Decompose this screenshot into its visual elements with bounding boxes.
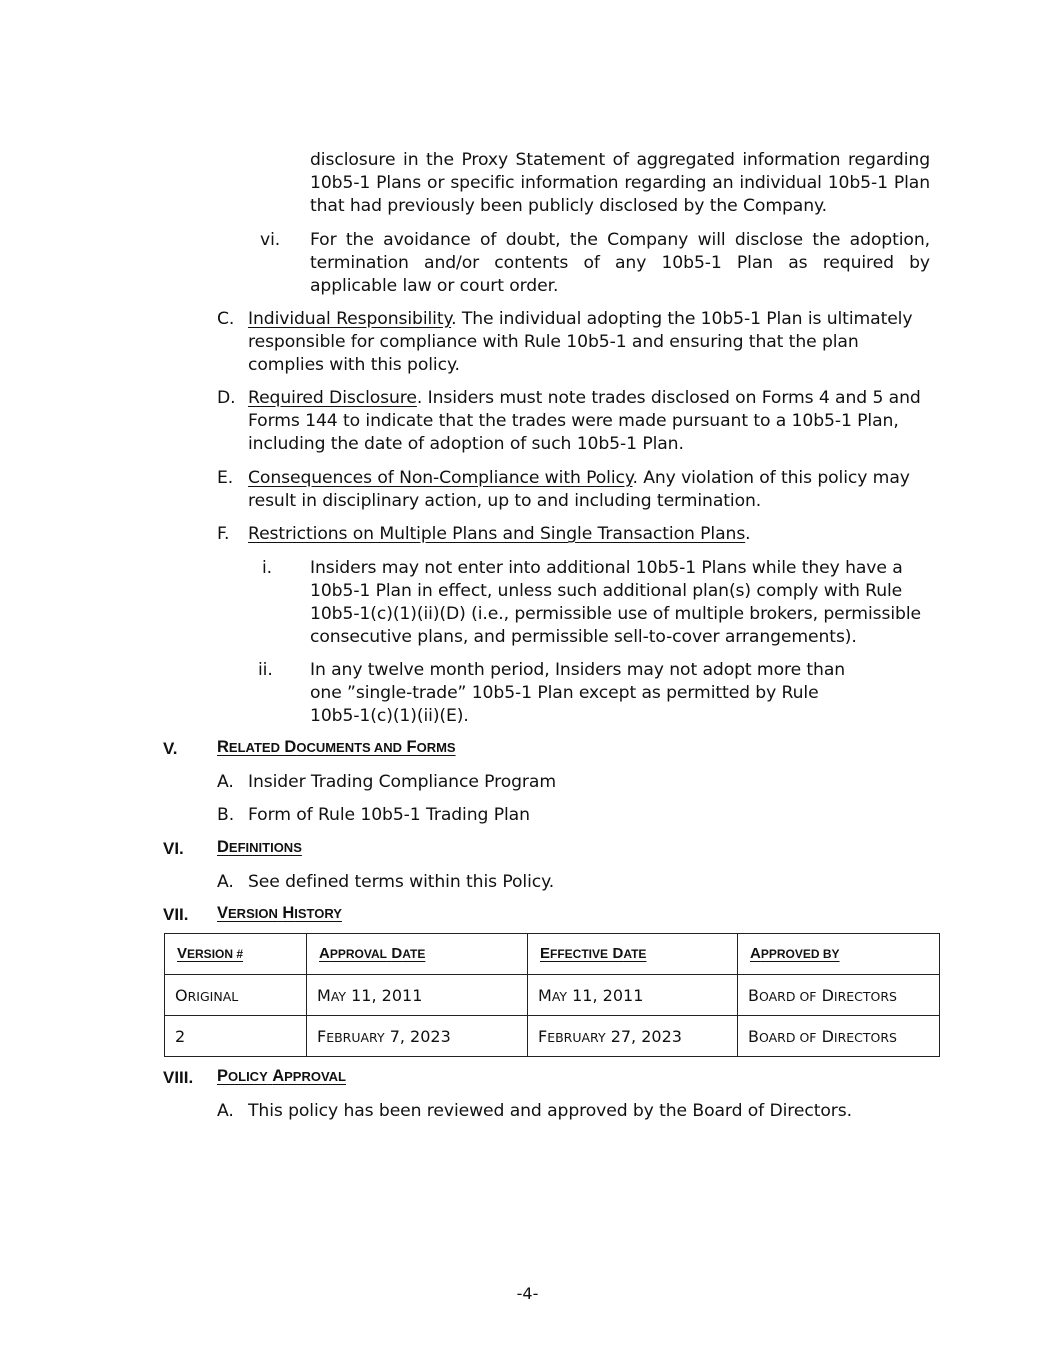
item-f-i-text: Insiders may not enter into additional 10b5-1 Plans while they have a 10b5-1 Plan in effect, unless such additional plan(s) comply with Rule 10b5-1(c)(1)(ii)(D) (i.e., permissible use of multiple brokers, permissible consecutive plans, and permissible sell-to-cover arrangements). bbox=[310, 558, 921, 647]
section-v-title-sm1: ELATED bbox=[228, 740, 280, 755]
continuation-paragraph: disclosure in the Proxy Statement of aggregated information regarding 10b5-1 Plans or specific information regarding an individual 10b5-1 Plan that had previously been publicly disclosed by the Company. bbox=[310, 150, 930, 216]
item-f-heading: Restrictions on Multiple Plans and Single Transaction Plans bbox=[248, 524, 746, 544]
section-viii-item-a-text: This policy has been reviewed and approved by the Board of Directors. bbox=[248, 1101, 852, 1121]
cell-sm: EBRUARY bbox=[326, 1029, 385, 1045]
version-history-table bbox=[164, 933, 940, 1057]
cell-cap: B bbox=[748, 985, 759, 1005]
section-v-title-cap2: D bbox=[284, 738, 297, 756]
cell-cap: F bbox=[317, 1026, 327, 1046]
cell-effective-date bbox=[528, 975, 738, 1016]
cell-approved-by bbox=[738, 975, 940, 1016]
table-row bbox=[165, 975, 940, 1016]
hdr-sm: ATE bbox=[402, 947, 426, 961]
item-c-marker: C. bbox=[217, 309, 235, 329]
section-viii-title-cap1: P bbox=[217, 1067, 229, 1085]
item-f-text: . bbox=[745, 524, 751, 544]
cell-text: 11, 2011 bbox=[572, 985, 644, 1005]
cell-text: 27, 2023 bbox=[610, 1026, 682, 1046]
cell-sm: AY bbox=[551, 988, 568, 1004]
item-f-ii-text: In any twelve month period, Insiders may not adopt more than one ”single-trade” 10b5-1 Plan except as permitted by Rule 10b5-1(c)(1)(ii)(E). bbox=[310, 660, 846, 726]
cell-sm: OARD OF bbox=[758, 1029, 817, 1045]
page-number: -4- bbox=[516, 1284, 539, 1303]
item-f-ii-marker: ii. bbox=[258, 660, 273, 680]
item-d-heading: Required Disclosure bbox=[248, 388, 417, 408]
cell-cap: M bbox=[538, 985, 552, 1005]
section-v-title-cap3: F bbox=[406, 738, 417, 756]
cell-sm: IRECTORS bbox=[833, 988, 897, 1004]
header-approval-date bbox=[307, 934, 528, 975]
section-viii-title-cap2: A bbox=[272, 1067, 285, 1085]
hdr-cap: E bbox=[540, 945, 551, 962]
header-version bbox=[165, 934, 307, 975]
item-f-i-marker: i. bbox=[262, 558, 273, 578]
cell-cap: F bbox=[538, 1026, 548, 1046]
cell-cap: O bbox=[175, 985, 188, 1005]
section-v-item-b-text: Form of Rule 10b5-1 Trading Plan bbox=[248, 805, 530, 825]
section-v-item-a-marker: A. bbox=[217, 772, 234, 792]
section-viii-title-sm1: OLICY bbox=[228, 1069, 268, 1084]
cell-sm: RIGINAL bbox=[187, 988, 239, 1004]
cell-text: 7, 2023 bbox=[389, 1026, 451, 1046]
item-vi-text: For the avoidance of doubt, the Company will disclose the adoption, termination and/or contents of any 10b5-1 Plan as required by applicable law or court order. bbox=[310, 230, 930, 296]
section-viii-item-a-marker: A. bbox=[217, 1101, 234, 1121]
cell-sm: OARD OF bbox=[758, 988, 817, 1004]
section-v-item-a-text: Insider Trading Compliance Program bbox=[248, 772, 556, 792]
cell-effective-date bbox=[528, 1016, 738, 1057]
section-vi-title bbox=[217, 838, 302, 857]
cell-sm: AY bbox=[330, 988, 347, 1004]
item-c-heading: Individual Responsibility bbox=[248, 309, 452, 329]
item-d-marker: D. bbox=[217, 388, 236, 408]
cell-cap: D bbox=[821, 1026, 834, 1046]
section-vii-title-sm1: ERSION bbox=[228, 906, 278, 921]
item-f-marker: F. bbox=[217, 524, 230, 544]
cell-version bbox=[165, 975, 307, 1016]
hdr-sm: ERSION # bbox=[187, 947, 244, 961]
cell-text: 2 bbox=[175, 1026, 186, 1046]
section-vi-number: VI. bbox=[163, 839, 184, 858]
section-v-title bbox=[217, 738, 456, 757]
section-vii-title bbox=[217, 904, 342, 923]
section-v-title-sm2: OCUMENTS AND bbox=[296, 740, 403, 755]
cell-text: 11, 2011 bbox=[351, 985, 423, 1005]
item-c-text: . The individual adopting the 10b5-1 Plan is ultimately responsible for compliance with Rule 10b5-1 and ensuring that the plan complies with this policy. bbox=[248, 309, 913, 375]
cell-sm: EBRUARY bbox=[547, 1029, 606, 1045]
header-approved-by bbox=[738, 934, 940, 975]
section-vii-title-cap1: V bbox=[217, 904, 229, 922]
item-c-paragraph bbox=[248, 308, 928, 377]
item-f-paragraph bbox=[248, 523, 938, 546]
hdr-cap: A bbox=[319, 945, 330, 962]
hdr-sm: PPROVAL bbox=[329, 947, 387, 961]
cell-cap: B bbox=[748, 1026, 759, 1046]
section-viii-title-sm2: PPROVAL bbox=[284, 1069, 347, 1084]
cell-sm: IRECTORS bbox=[833, 1029, 897, 1045]
cell-cap: M bbox=[317, 985, 331, 1005]
item-e-text: . Any violation of this policy may result in disciplinary action, up to and including termination. bbox=[248, 468, 910, 511]
section-v-title-cap1: R bbox=[217, 738, 229, 756]
section-viii-number: VIII. bbox=[163, 1068, 194, 1087]
section-vi-title-sm1: EFINITIONS bbox=[228, 840, 302, 855]
item-d-paragraph bbox=[248, 387, 938, 456]
cell-approval-date bbox=[307, 975, 528, 1016]
hdr-cap: A bbox=[750, 945, 761, 962]
header-effective-date bbox=[528, 934, 738, 975]
section-vi-item-a-text: See defined terms within this Policy. bbox=[248, 872, 555, 892]
item-e-paragraph bbox=[248, 467, 938, 513]
item-e-marker: E. bbox=[217, 468, 234, 488]
table-header-row bbox=[165, 934, 940, 975]
hdr-cap: D bbox=[612, 945, 624, 962]
cell-approved-by bbox=[738, 1016, 940, 1057]
hdr-sm: FFECTIVE bbox=[550, 947, 609, 961]
item-d-text: . Insiders must note trades disclosed on Forms 4 and 5 and Forms 144 to indicate that the trades were made pursuant to a 10b5-1 Plan, including the date of adoption of such 10b5-1 Plan. bbox=[248, 388, 921, 454]
section-vii-title-sm2: ISTORY bbox=[294, 906, 342, 921]
section-v-title-sm3: ORMS bbox=[416, 740, 456, 755]
cell-version bbox=[165, 1016, 307, 1057]
section-vi-item-a-marker: A. bbox=[217, 872, 234, 892]
section-vii-title-cap2: H bbox=[282, 904, 295, 922]
cell-approval-date bbox=[307, 1016, 528, 1057]
hdr-cap: V bbox=[177, 945, 188, 962]
hdr-cap: D bbox=[391, 945, 403, 962]
section-vii-number: VII. bbox=[163, 905, 189, 924]
table-row bbox=[165, 1016, 940, 1057]
section-viii-title bbox=[217, 1067, 346, 1086]
item-e-heading: Consequences of Non-Compliance with Policy bbox=[248, 468, 633, 488]
item-vi-marker: vi. bbox=[260, 230, 281, 250]
hdr-sm: PPROVED BY bbox=[760, 947, 840, 961]
section-v-number: V. bbox=[163, 739, 178, 758]
section-vi-title-cap1: D bbox=[217, 838, 229, 856]
hdr-sm: ATE bbox=[623, 947, 647, 961]
section-v-item-b-marker: B. bbox=[217, 805, 235, 825]
cell-cap: D bbox=[821, 985, 834, 1005]
